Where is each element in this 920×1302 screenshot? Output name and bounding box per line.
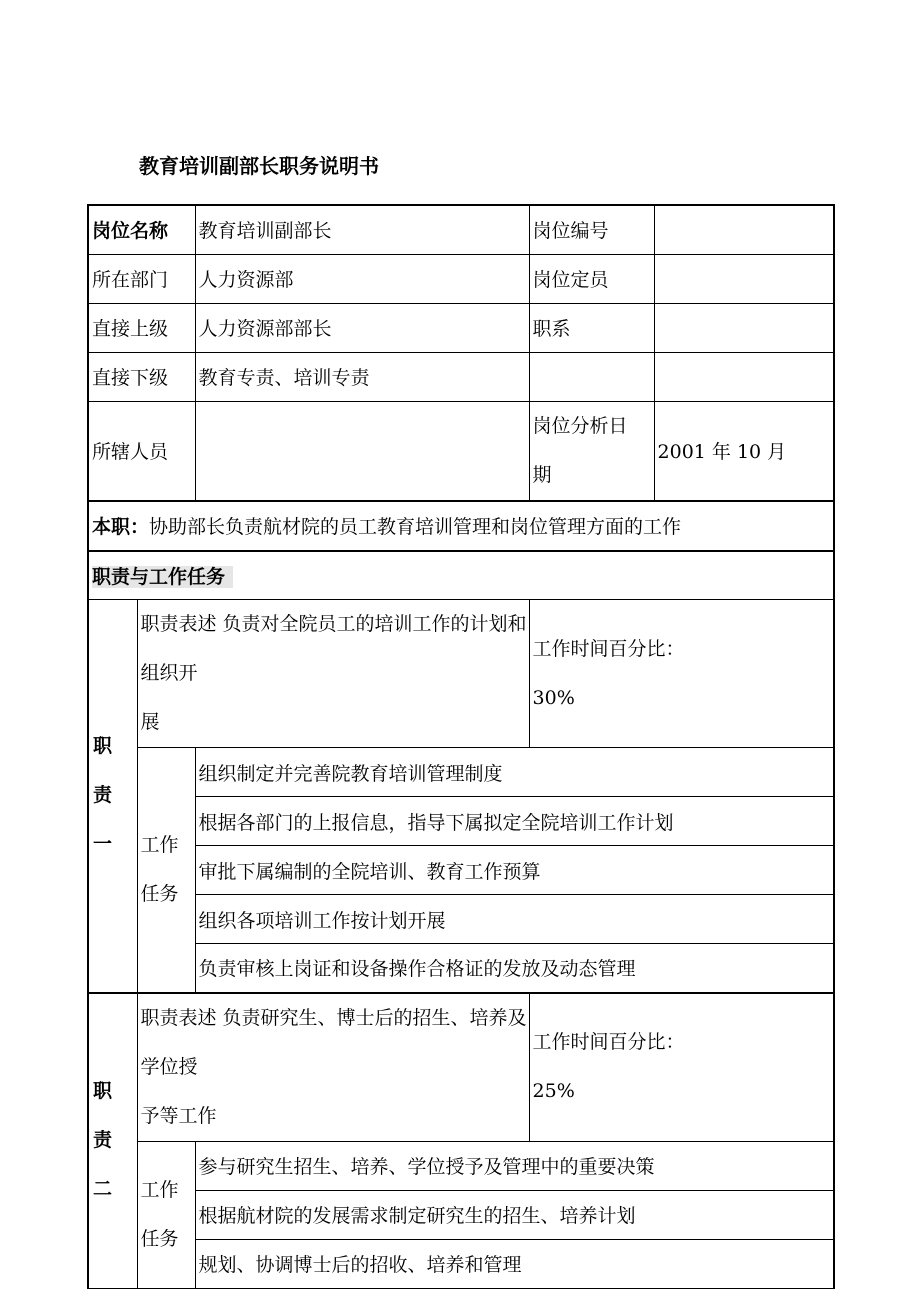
time-label: 工作时间百分比： bbox=[532, 637, 685, 660]
task-label-line: 工作 bbox=[140, 833, 179, 856]
dept-value: 人力资源部 bbox=[195, 254, 529, 303]
job-description-table bbox=[87, 204, 835, 1289]
task-item: 审批下属编制的全院培训、教育工作预算 bbox=[195, 846, 834, 895]
side-char: 一 bbox=[93, 833, 113, 856]
empty-cell bbox=[654, 352, 834, 401]
staff-value bbox=[195, 401, 529, 501]
section-title-row bbox=[88, 551, 834, 600]
subordinate-value: 教育专责、培训专责 bbox=[195, 352, 529, 401]
document-title: 教育培训副部长职务说明书 bbox=[139, 154, 379, 178]
subordinate-label: 直接下级 bbox=[88, 352, 195, 401]
empty-cell bbox=[529, 352, 654, 401]
desc-line: 职责表述 负责研究生、博士后的招生、培养及学位授 bbox=[140, 1006, 527, 1078]
side-char: 责 bbox=[93, 1129, 113, 1151]
responsibility-2-side-label bbox=[88, 993, 137, 1289]
staff-label: 所辖人员 bbox=[88, 401, 195, 501]
superior-label: 直接上级 bbox=[88, 303, 195, 352]
responsibility-2-time bbox=[529, 993, 834, 1142]
analysis-date-label-line2: 期 bbox=[532, 463, 552, 486]
analysis-date-value: 2001 年 10 月 bbox=[654, 401, 834, 501]
quota-label: 岗位定员 bbox=[529, 254, 654, 303]
quota-value bbox=[654, 254, 834, 303]
position-no-label: 岗位编号 bbox=[529, 205, 654, 254]
position-name-label: 岗位名称 bbox=[88, 205, 195, 254]
task-item: 负责审核上岗证和设备操作合格证的发放及动态管理 bbox=[195, 944, 834, 993]
series-label: 职系 bbox=[529, 303, 654, 352]
duty-row bbox=[88, 501, 834, 551]
desc-line: 予等工作 bbox=[140, 1104, 217, 1127]
section-title: 职责与工作任务 bbox=[92, 566, 233, 588]
side-char: 职 bbox=[93, 1080, 113, 1102]
analysis-date-label bbox=[529, 401, 654, 501]
responsibility-2-description bbox=[137, 993, 529, 1142]
time-value: 30% bbox=[532, 686, 575, 709]
side-char: 责 bbox=[93, 784, 113, 807]
side-char: 二 bbox=[93, 1178, 113, 1200]
responsibility-1-side-label bbox=[88, 600, 137, 993]
desc-line: 职责表述 负责对全院员工的培训工作的计划和组织开 bbox=[140, 613, 527, 684]
task-item: 参与研究生招生、培养、学位授予及管理中的重要决策 bbox=[195, 1141, 834, 1190]
responsibility-2-task-label bbox=[137, 1141, 195, 1288]
superior-value: 人力资源部部长 bbox=[195, 303, 529, 352]
position-no-value bbox=[654, 205, 834, 254]
series-value bbox=[654, 303, 834, 352]
task-item: 组织制定并完善院教育培训管理制度 bbox=[195, 748, 834, 797]
task-item: 根据各部门的上报信息，指导下属拟定全院培训工作计划 bbox=[195, 797, 834, 846]
time-label: 工作时间百分比： bbox=[532, 1031, 685, 1053]
task-label-line: 任务 bbox=[140, 1227, 179, 1250]
task-label-line: 任务 bbox=[140, 882, 179, 905]
analysis-date-label-line1: 岗位分析日 bbox=[532, 414, 628, 437]
task-item: 组织各项培训工作按计划开展 bbox=[195, 895, 834, 944]
task-label-line: 工作 bbox=[140, 1178, 179, 1201]
desc-line: 展 bbox=[140, 711, 160, 733]
responsibility-1-description bbox=[137, 600, 529, 748]
side-char: 职 bbox=[93, 735, 113, 758]
duty-label: 本职： bbox=[92, 516, 150, 538]
responsibility-1-task-label bbox=[137, 748, 195, 993]
responsibility-1-time bbox=[529, 600, 834, 748]
duty-text: 协助部长负责航材院的员工教育培训管理和岗位管理方面的工作 bbox=[149, 516, 682, 538]
time-value: 25% bbox=[532, 1080, 575, 1102]
task-item: 规划、协调博士后的招收、培养和管理 bbox=[195, 1239, 834, 1288]
task-item: 根据航材院的发展需求制定研究生的招生、培养计划 bbox=[195, 1190, 834, 1239]
dept-label: 所在部门 bbox=[88, 254, 195, 303]
position-name-value: 教育培训副部长 bbox=[195, 205, 529, 254]
